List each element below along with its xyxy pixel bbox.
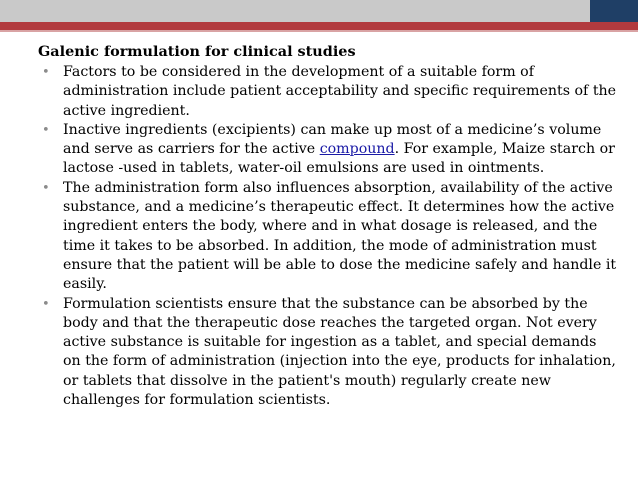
bullet-text-before-link: Inactive ingredients (excipients) can make up most of a medicine’s volume and serve as carriers for the active [63,121,602,158]
header-band-navy [590,0,638,24]
bullet-text: Factors to be considered in the development of a suitable form of administration include patient acceptability and specific requirements of the active ingredient. [63,64,617,119]
bullet-text: Formulation scientists ensure that the substance can be absorbed by the body and that the therapeutic dose reaches the targeted organ. Not every active substance is suitable for ingestion as a tablet, and special demands on the form of administration (injection into the eye, products for inhalation, or tablets that dissolve in the patient's mouth) regularly create new challenges for formulation scientists. [63,295,616,409]
bullet-text-after-link: . For example, Maize starch or lactose -used in tablets, water-oil emulsions are used in ointments. [63,141,615,177]
header-band-red [0,22,638,30]
bullet-dot-icon: • [42,180,50,196]
slide-title: Galenic formulation for clinical studies [38,43,356,60]
bullet-text: The administration form also influences absorption, availability of the active substance, and a medicine’s therapeutic effect. It determines how the active ingredient enters the body, where and in what dosage is released, and the time it takes to be absorbed. In addition, the mode of administration must ensure that the patient will be able to dose the medicine safely and handle it easily. [63,179,617,293]
bullet-dot-icon: • [42,296,50,312]
slide-content [38,42,618,410]
bullet-list [38,63,618,410]
header-band-red-light [0,30,638,32]
bullet-item [38,121,618,179]
bullet-item [38,179,618,295]
bullet-dot-icon: • [42,122,50,138]
header-band [0,0,638,34]
bullet-item [38,63,618,121]
bullet-item [38,295,618,411]
bullet-dot-icon: • [42,65,50,80]
compound-link[interactable]: compound [319,141,395,158]
header-band-gray [0,0,590,22]
